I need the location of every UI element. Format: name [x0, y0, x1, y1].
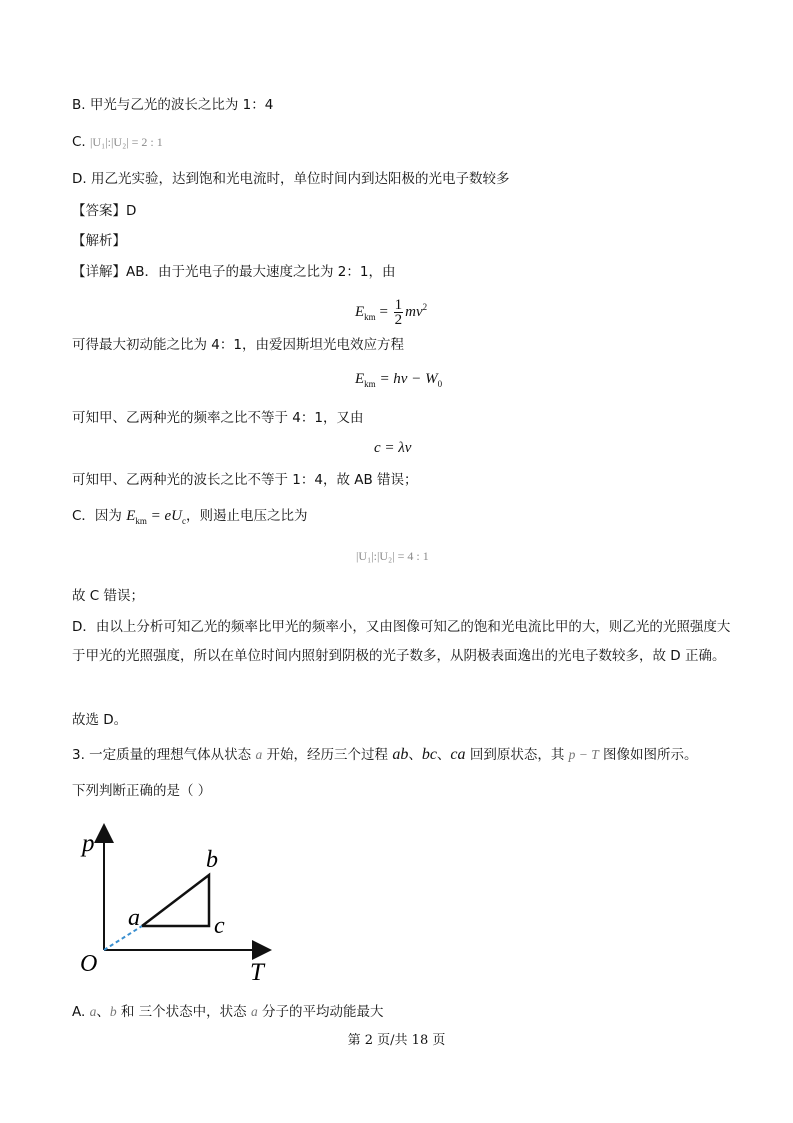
process-triangle-abc: [142, 875, 209, 926]
analysis-label: 【解析】: [72, 233, 126, 249]
detail-line-6: 故 C 错误；: [72, 588, 145, 604]
origin-label: O: [80, 951, 98, 977]
equation-wave: c = λν: [374, 440, 412, 456]
option-c: [72, 133, 163, 151]
detail-line-3: 可知甲、乙两种光的频率之比不等于 4：1，又由: [72, 410, 364, 426]
option-c-label: C.: [72, 134, 91, 150]
conclusion: 故选 D。: [72, 712, 128, 728]
equation-photoelectric: $E_{km} = h\nu - W_0$: [355, 371, 443, 389]
fraction-half: $\frac{1}{2}$: [394, 297, 403, 329]
detail-line-4: 可知甲、乙两种光的波长之比不等于 1：4，故 AB 错误；: [72, 472, 418, 488]
question-3: 3. 一定质量的理想气体从状态 a 开始，经历三个过程 ab、bc、ca 回到原状态，其 p − T 图像如图所示。: [72, 746, 698, 763]
inline-formula-stopping-voltage: $E_{km} = eU_c$: [126, 508, 187, 526]
q3-option-a: A. a、b 和 三个状态中，状态 a 分子的平均动能最大: [72, 1004, 384, 1020]
answer-label: 【答案】D: [72, 203, 137, 219]
question-3-line-2: 下列判断正确的是（ ）: [72, 783, 212, 799]
equation-kinetic-energy: $E_{km}$ = $\frac{1}{2}$ $mv^2$: [355, 297, 428, 329]
p-axis-label: p: [82, 830, 95, 857]
point-b-label: b: [206, 847, 218, 873]
detail-paragraph-d: D．由以上分析可知乙光的频率比甲光的频率小，又由图像可知乙的饱和光电流比甲的大，则乙光的光照强度大于甲光的光照强度，所以在单位时间内照射到阴极的光子数多，从阴极表面逸出的光电子数较多，故 D 正确。: [72, 619, 731, 664]
equation-voltage-ratio: |U₁|:|U₂| = 4 : 1: [356, 549, 429, 563]
option-d: D. 用乙光实验，达到饱和光电流时，单位时间内到达阳极的光电子数较多: [72, 171, 510, 187]
detail-line-1: 【详解】AB．由于光电子的最大速度之比为 2：1，由: [72, 264, 396, 280]
point-c-label: c: [214, 913, 225, 939]
point-a-label: a: [128, 905, 140, 931]
pt-diagram: [72, 815, 292, 990]
page-footer: 第 2 页/共 18 页: [347, 1033, 446, 1048]
option-c-formula: |U₁|:|U₂| = 2 : 1: [90, 135, 163, 149]
option-b: B. 甲光与乙光的波长之比为 1：4: [72, 97, 274, 113]
detail-line-2: 可得最大初动能之比为 4：1，由爱因斯坦光电效应方程: [72, 337, 404, 353]
detail-line-5: C．因为 $E_{km} = eU_c$，则遏止电压之比为: [72, 508, 308, 526]
t-axis-label: T: [250, 959, 264, 986]
